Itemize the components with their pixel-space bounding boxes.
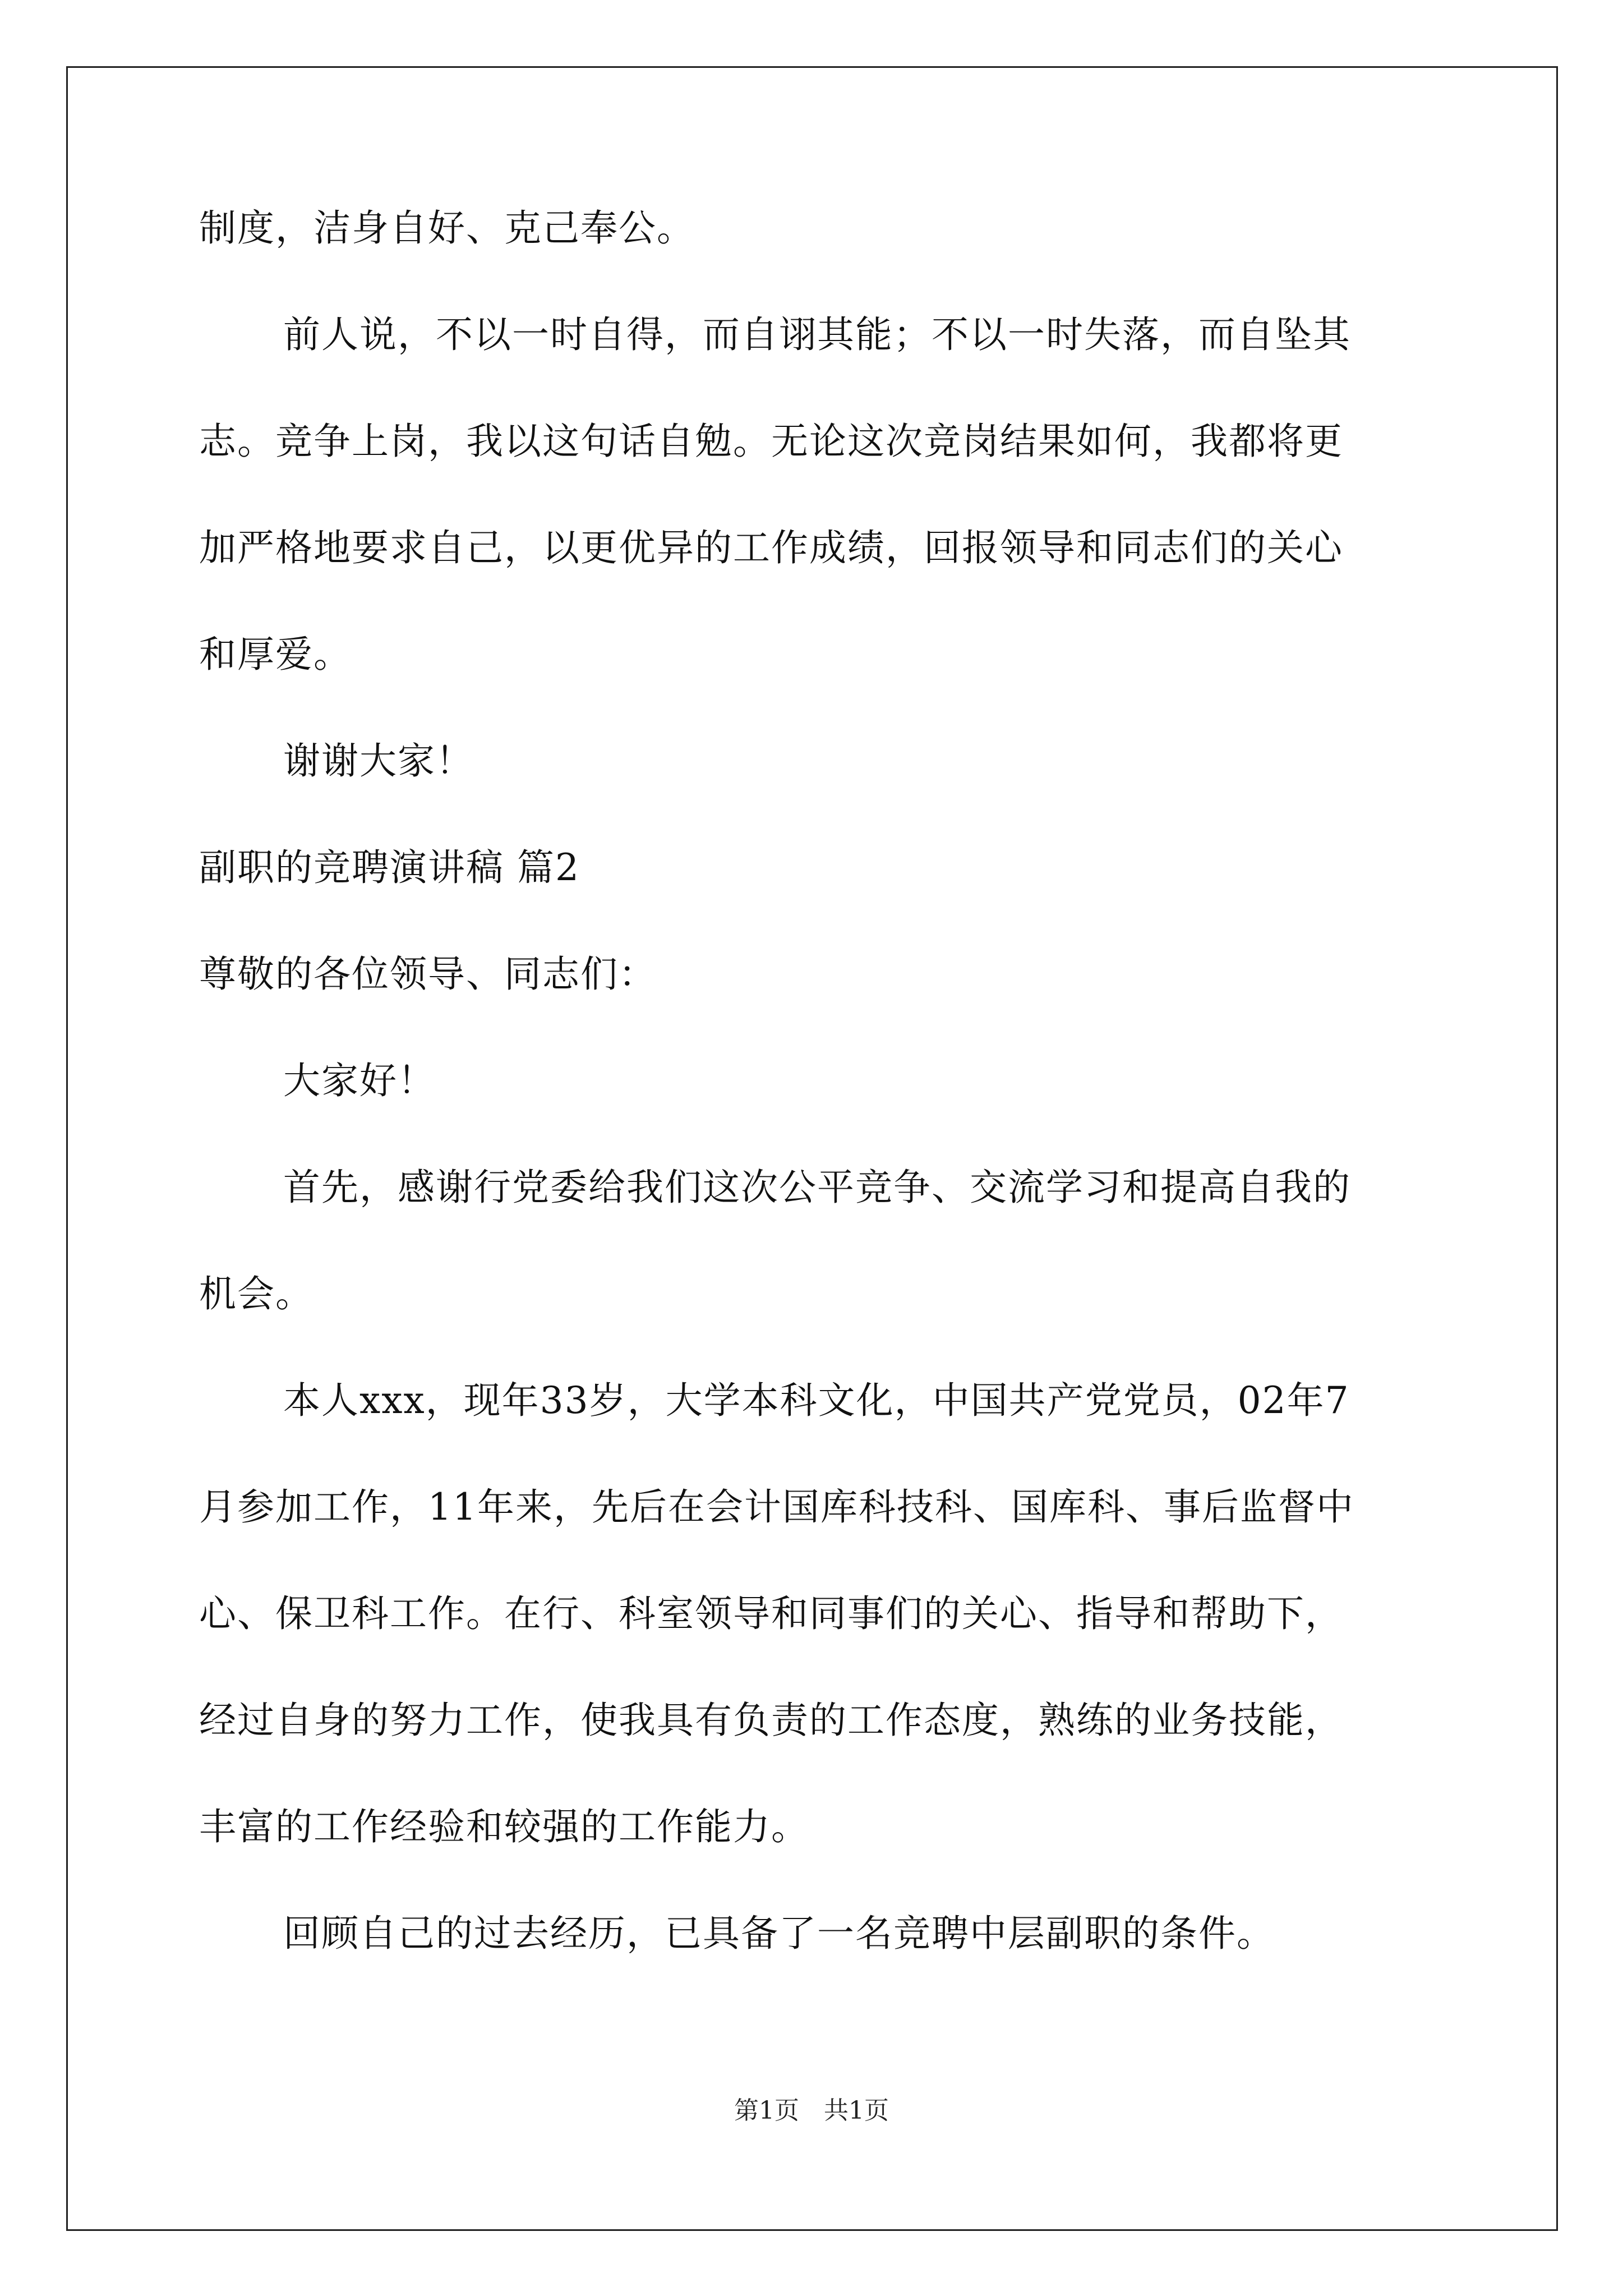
text-line: 本人xxx，现年33岁，大学本科文化，中国共产党党员，02年7 — [283, 1379, 1350, 1422]
text-line: 经过自身的努力工作，使我具有负责的工作态度，熟练的业务技能， — [199, 1699, 1343, 1742]
text-line: 志。竞争上岗，我以这句话自勉。无论这次竞岗结果如何，我都将更 — [199, 420, 1343, 463]
text-line: 机会。 — [199, 1272, 313, 1315]
greeting: 大家好！ — [283, 1059, 436, 1102]
page-border — [66, 66, 1558, 2231]
text-line: 和厚爱。 — [199, 633, 352, 676]
text-line: 首先，感谢行党委给我们这次公平竞争、交流学习和提高自我的 — [283, 1166, 1351, 1209]
text-line: 加严格地要求自己，以更优异的工作成绩，回报领导和同志们的关心 — [199, 526, 1343, 569]
text-line: 谢谢大家！ — [283, 739, 474, 783]
salutation: 尊敬的各位领导、同志们： — [199, 953, 657, 996]
page-number: 第1页 共1页 — [734, 2096, 889, 2125]
text-line: 制度，洁身自好、克己奉公。 — [199, 206, 695, 250]
text-line: 丰富的工作经验和较强的工作能力。 — [199, 1805, 809, 1848]
text-line: 前人说，不以一时自得，而自诩其能；不以一时失落，而自坠其 — [283, 313, 1351, 356]
text-line: 心、保卫科工作。在行、科室领导和同事们的关心、指导和帮助下， — [199, 1592, 1343, 1635]
text-line: 月参加工作，11年来，先后在会计国库科技科、国库科、事后监督中 — [199, 1485, 1354, 1529]
section-heading: 副职的竞聘演讲稿 篇2 — [199, 846, 580, 889]
text-line: 回顾自己的过去经历，已具备了一名竞聘中层副职的条件。 — [283, 1912, 1275, 1955]
